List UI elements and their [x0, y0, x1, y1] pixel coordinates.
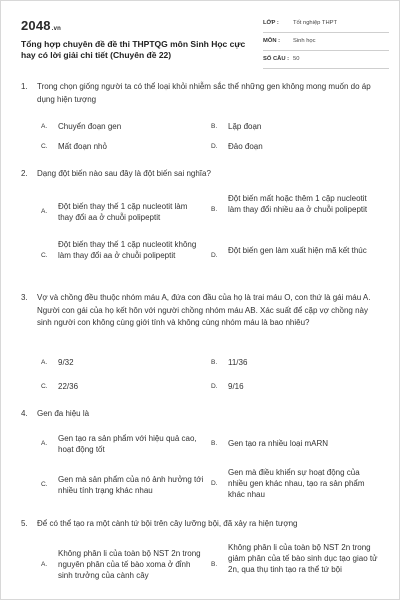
meta-row-question-count: [263, 53, 389, 69]
option-letter: D.: [211, 480, 218, 487]
option-letter: B.: [211, 359, 218, 366]
question-number: 2.: [21, 169, 28, 178]
option-letter: A.: [41, 561, 48, 568]
option-text: Không phân li của toàn bộ NST 2n trong nguyên phân của tế bào xoma ở đỉnh sinh trưởng của cành cây: [58, 549, 201, 580]
option-text: Mất đoạn nhỏ: [58, 142, 107, 151]
question-text: Dạng đột biến nào sau đây là đột biến sai nghĩa?: [37, 169, 211, 178]
question-number: 1.: [21, 82, 28, 91]
question-text: Để có thể tạo ra một cành tứ bội trên cây lưỡng bội, đã xảy ra hiện tượng: [37, 519, 298, 528]
option-letter: D.: [211, 252, 218, 259]
option-text: 9/32: [58, 358, 74, 367]
question-text: Trong chọn giống người ta có thể loại khỏi nhiễm sắc thể những gen không mong muốn do áp dụng hiện tượng: [37, 82, 371, 104]
question-text: Gen đa hiệu là: [37, 409, 90, 418]
meta-value: Tốt nghiệp THPT: [293, 20, 338, 26]
meta-row-grade: [263, 17, 389, 33]
option-text: Gen mà điều khiển sự hoạt động của nhiều gen khác nhau, tạo ra sản phẩm khác nhau: [228, 468, 365, 499]
option-text: Gen mà sản phẩm của nó ảnh hưởng tới nhiều tính trạng khác nhau: [58, 475, 204, 495]
option-letter: A.: [41, 440, 48, 447]
option-text: Gen tạo ra sản phẩm với hiệu quả cao, hoạt động tốt: [58, 434, 197, 454]
option-text: 11/36: [228, 358, 248, 367]
option-letter: A.: [41, 123, 48, 130]
option-text: 9/16: [228, 382, 244, 391]
option-text: Không phân li của toàn bộ NST 2n trong giảm phân của tế bào sinh dục tạo giao tử 2n, qua thụ tinh tạo ra thể tứ bội: [228, 543, 378, 574]
option-text: Đột biến thay thế 1 cặp nucleotit không làm thay đổi aa ở chuỗi polipeptit: [58, 240, 197, 260]
option-letter: B.: [211, 123, 218, 130]
option-text: Lặp đoạn: [228, 122, 262, 131]
meta-row-subject: [263, 35, 389, 51]
option-letter: A.: [41, 208, 48, 215]
option-letter: C.: [41, 252, 48, 259]
option-letter: D.: [211, 143, 218, 150]
meta-value: Sinh học: [293, 38, 316, 44]
option-letter: B.: [211, 561, 218, 568]
option-text: Đột biến gen làm xuất hiện mã kết thúc: [228, 246, 367, 255]
meta-label: LỚP :: [263, 20, 279, 26]
option-letter: C.: [41, 143, 48, 150]
question-number: 3.: [21, 293, 28, 302]
question-number: 5.: [21, 519, 28, 528]
option-text: Đảo đoạn: [228, 142, 263, 151]
meta-label: SỐ CÂU :: [263, 56, 290, 62]
option-letter: D.: [211, 383, 218, 390]
meta-value: 50: [293, 56, 300, 62]
document-title: Tổng hợp chuyên đề đề thi THPTQG môn Sinh Học cực hay có lời giải chi tiết (Chuyên đề 22): [21, 39, 246, 60]
question-text: Vợ và chồng đều thuộc nhóm máu A, đứa con đầu của họ là trai máu O, con thứ là gái máu A. Người con gái của họ kết hôn với người chồng nhóm máu AB. Xác suất để cặp vợ chồng này sinh người con không cùng giới tính và không cùng nhóm máu là bao nhiêu?: [37, 293, 371, 327]
logo-text: 2048: [21, 18, 51, 33]
option-letter: C.: [41, 383, 48, 390]
option-text: Đột biến thay thế 1 cặp nucleotit làm thay đổi aa ở chuỗi polipeptit: [58, 202, 188, 222]
document-header: [11, 13, 391, 69]
meta-table: [263, 17, 389, 71]
option-letter: B.: [211, 440, 218, 447]
option-text: Chuyển đoạn gen: [58, 122, 122, 131]
option-text: 22/36: [58, 382, 79, 391]
question-number: 4.: [21, 409, 28, 418]
option-text: Đột biến mất hoặc thêm 1 cặp nucleotit làm thay đổi nhiều aa ở chuỗi polipeptit: [228, 194, 368, 214]
option-letter: A.: [41, 359, 48, 366]
meta-label: MÔN :: [263, 38, 281, 44]
option-letter: C.: [41, 481, 48, 488]
option-text: Gen tạo ra nhiều loại mARN: [228, 439, 329, 448]
site-logo[interactable]: [21, 18, 61, 33]
option-letter: B.: [211, 206, 218, 213]
logo-suffix: .vn: [51, 26, 62, 32]
